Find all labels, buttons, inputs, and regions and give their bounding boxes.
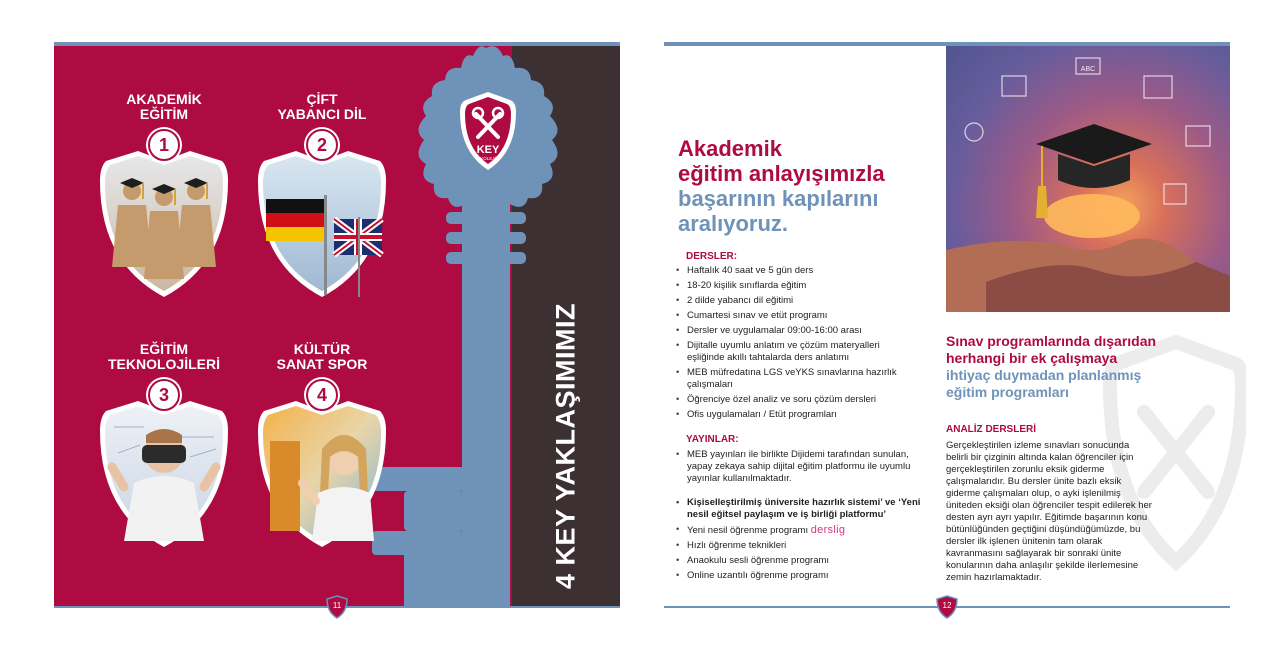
pillar-label-line1: ÇİFT	[306, 91, 338, 107]
list-item: • Kişiselleştirilmiş üniversite hazırlık sistemi’ ve ‘Yeni nesil eğitsel paylaşım ve iş birliği platformu’	[676, 497, 923, 521]
yayinlar-title: YAYINLAR:	[686, 434, 739, 445]
graduation-cap-hands-photo	[946, 46, 1230, 312]
yayinlar-list	[676, 449, 932, 585]
logo-subtext: KOLEJİ	[480, 156, 496, 161]
pillar-number-badge: 3	[148, 379, 180, 411]
logo-text: KEY	[476, 144, 500, 156]
list-item: • Dijitalle uyumlu anlatım ve çözüm materyalleri eşliğinde akıllı tahtalarda ders anlatımı	[676, 340, 913, 364]
list-item: • Hızlı öğrenme teknikleri	[676, 540, 932, 552]
dersler-list	[676, 265, 938, 424]
photo-badge: ABC	[1080, 66, 1096, 73]
page-number: 12	[942, 601, 952, 610]
list-item: • Ofis uygulamaları / Etüt programları	[676, 409, 938, 421]
pillar-label-line2: SANAT SPOR	[276, 356, 368, 372]
pillar-yabanci-dil	[252, 92, 392, 301]
graduation-figures-photo	[94, 147, 234, 301]
derslig-logo: derslig	[810, 524, 846, 536]
list-item: • 18-20 kişilik sınıflarda eğitim	[676, 280, 938, 292]
analiz-paragraph: Gerçekleştirilen izleme sınavları sonucunda belirli bir çizginin altında kalan öğrenciler için gerçekleştirilen zorunlu eksik giderme çalışmalarıdır. Bu dersler ünite bazlı eksik giderme çalışmaları olup, o ayki işlenilmiş üniteden eksiği olan öğrenciler tespit edilerek her desten ayrı ayrı yapılır. Eğitimde başarının konu bütünlüğünden geçtiğini düşündüğümüzde, bu dersler ilk işlenen ünitenin tam olarak kavranmasını sağlayarak bir sonraki ünite konularının daha anlaşılır şekilde ilerlemesine zemin hazırlamaktadır.	[946, 440, 1152, 583]
left-page	[54, 42, 620, 608]
pillar-label-line1: KÜLTÜR	[293, 341, 351, 357]
page-number-badge	[936, 595, 958, 619]
list-item: • Anaokulu sesli öğrenme programı	[676, 555, 932, 567]
girl-painting-photo	[252, 397, 392, 551]
subheadline	[946, 333, 1156, 401]
headline-line1: Akademik	[678, 136, 782, 161]
list-item: • Online uzantılı öğrenme programı	[676, 570, 932, 582]
pillar-label-line1: EĞİTİM	[139, 341, 189, 357]
pillar-label-line2: YABANCI DİL	[277, 106, 367, 122]
graduation-cap-icon	[946, 46, 1230, 312]
dersler-title: DERSLER:	[686, 251, 738, 262]
pillar-label-line2: TEKNOLOJİLERİ	[107, 356, 220, 372]
list-item: • MEB müfredatına LGS veYKS sınavlarına hazırlık çalışmaları	[676, 367, 913, 391]
list-item: • Cumartesi sınav ve etüt programı	[676, 310, 938, 322]
headline-line3: başarının kapılarını	[678, 186, 879, 211]
pillar-number-badge: 2	[306, 129, 338, 161]
subheadline-line2: herhangi bir ek çalışmaya	[946, 350, 1118, 366]
pillar-egitim-teknolojileri	[94, 342, 234, 551]
child-vr-headset-photo	[94, 397, 234, 551]
list-item-text: Yeni nesil öğrenme programı	[687, 525, 809, 536]
right-page	[664, 42, 1230, 608]
pillar-number-badge: 4	[306, 379, 338, 411]
headline-line4: aralıyoruz.	[678, 211, 789, 236]
pillar-akademik	[94, 92, 234, 301]
subheadline-line4: eğitim programları	[946, 384, 1069, 400]
pillar-label-line1: AKADEMİK	[126, 91, 202, 107]
page-number-badge	[326, 595, 348, 619]
vertical-title: 4 KEY YAKLAŞIMIMIZ	[550, 302, 581, 590]
pillar-kultur-sanat-spor	[252, 342, 392, 551]
subheadline-line3: ihtiyaç duymadan planlanmış	[946, 367, 1142, 383]
list-item: • Öğrenciye özel analiz ve soru çözüm dersleri	[676, 394, 938, 406]
page-number: 11	[332, 601, 342, 610]
analiz-title: ANALİZ DERSLERİ	[946, 424, 1036, 435]
list-item	[676, 524, 932, 537]
subheadline-line1: Sınav programlarında dışarıdan	[946, 333, 1157, 349]
list-item: • 2 dilde yabancı dil eğitimi	[676, 295, 938, 307]
headline-line2: eğitim anlayışımızla	[678, 161, 885, 186]
list-item: • Haftalık 40 saat ve 5 gün ders	[676, 265, 938, 277]
list-item: • Dersler ve uygulamalar 09:00-16:00 arası	[676, 325, 938, 337]
pillar-number-badge: 1	[148, 129, 180, 161]
pillar-label-line2: EĞİTİM	[139, 106, 189, 122]
german-uk-flags-photo	[252, 147, 392, 301]
headline	[678, 136, 885, 236]
list-item: • MEB yayınları ile birlikte Dijidemi tarafından sunulan, yapay zekaya sahip dijital eğitim platformu ile uyumlu yayınlar kullanılmaktadır.	[676, 449, 932, 485]
